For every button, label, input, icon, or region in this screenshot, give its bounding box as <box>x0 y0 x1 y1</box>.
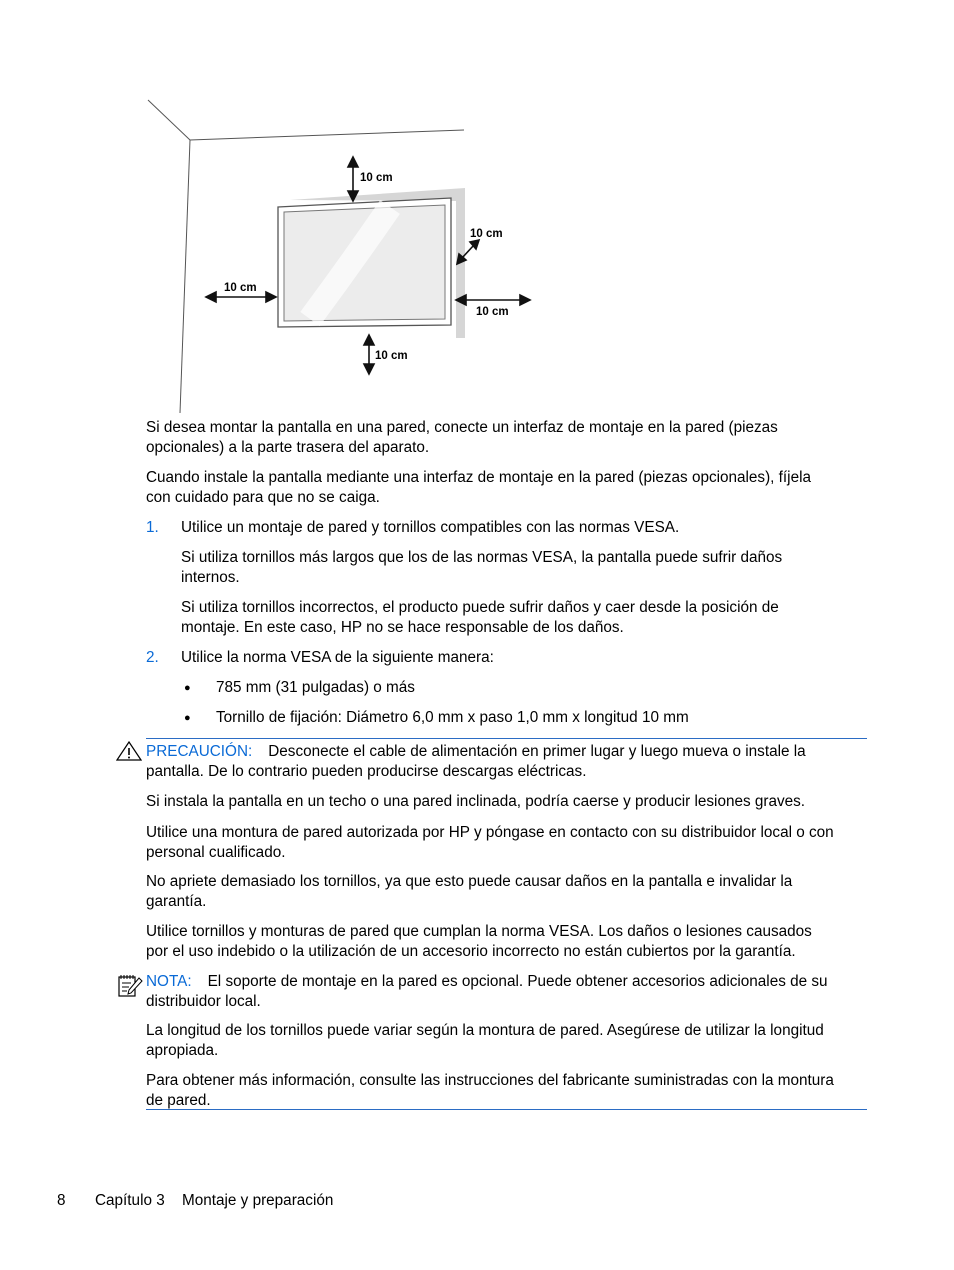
intro-paragraph-1 <box>146 418 870 457</box>
note-p2-line1: La longitud de los tornillos puede variar según la montura de pared. Asegúrese de utilizar la longitud <box>146 1022 824 1039</box>
footer-chapter: Capítulo 3 <box>95 1192 165 1209</box>
bullet-icon: ● <box>184 682 191 694</box>
step-1-sub2-line1: Si utiliza tornillos incorrectos, el producto puede sufrir daños y caer desde la posición de <box>181 599 779 616</box>
note-paragraph-2 <box>146 1021 870 1060</box>
step-1-sub1-line1: Si utiliza tornillos más largos que los de las normas VESA, la pantalla puede sufrir daños <box>181 549 783 566</box>
note-bottom-rule <box>146 1109 867 1110</box>
step-1-text: Utilice un montaje de pared y tornillos compatibles con las normas VESA. <box>181 519 680 536</box>
caution-line1-text: Desconecte el cable de alimentación en primer lugar y luego mueva o instale la <box>268 743 806 760</box>
note-line-1 <box>146 972 870 992</box>
caution-p4-line1: No apriete demasiado los tornillos, ya que esto puede causar daños en la pantalla e invalidar la <box>146 873 793 890</box>
wall-mount-diagram <box>140 95 540 415</box>
note-pencil-icon <box>117 972 143 998</box>
step-1-number: 1. <box>146 519 159 536</box>
step-1-sub2-line2: montaje. En este caso, HP no se hace responsable de los daños. <box>181 618 624 636</box>
footer-chapter-title: Montaje y preparación <box>182 1192 334 1209</box>
note-line-2: distribuidor local. <box>146 992 261 1010</box>
note-line1-text: El soporte de montaje en la pared es opcional. Puede obtener accesorios adicionales de su <box>207 973 828 990</box>
caution-p4-line2: garantía. <box>146 892 207 910</box>
caution-p3-line2: personal cualificado. <box>146 843 286 861</box>
bullet-item-2: Tornillo de fijación: Diámetro 6,0 mm x paso 1,0 mm x longitud 10 mm <box>216 709 689 726</box>
caution-p5-line1: Utilice tornillos y monturas de pared que cumplan la norma VESA. Los daños o lesiones causados <box>146 923 812 940</box>
dim-label-right: 10 cm <box>476 306 509 318</box>
note-p3-line1: Para obtener más información, consulte las instrucciones del fabricante suministradas con la montura <box>146 1072 834 1089</box>
bullet-icon: ● <box>184 712 191 724</box>
note-p2-line2: apropiada. <box>146 1041 219 1059</box>
caution-paragraph-3 <box>146 823 870 862</box>
page-number: 8 <box>57 1192 66 1209</box>
intro-p2-line2: con cuidado para que no se caiga. <box>146 488 380 506</box>
note-paragraph-1 <box>146 972 870 1011</box>
bullet-item-1: 785 mm (31 pulgadas) o más <box>216 679 415 696</box>
dim-label-bottom: 10 cm <box>375 350 408 362</box>
intro-p1-line1: Si desea montar la pantalla en una pared, conecte un interfaz de montaje en la pared (piezas <box>146 419 778 436</box>
step-2-text: Utilice la norma VESA de la siguiente manera: <box>181 649 494 666</box>
caution-paragraph-5 <box>146 922 870 961</box>
caution-line-1 <box>146 742 870 762</box>
step-1-sub-paragraph-1 <box>181 548 871 587</box>
monitor <box>278 198 451 327</box>
caution-paragraph-2: Si instala la pantalla en un techo o una pared inclinada, podría caerse y producir lesiones graves. <box>146 793 806 810</box>
dim-label-top: 10 cm <box>360 172 393 184</box>
step-1-sub1-line2: internos. <box>181 568 240 586</box>
intro-paragraph-2 <box>146 468 870 507</box>
note-label: NOTA: <box>146 973 192 990</box>
caution-paragraph-1 <box>146 742 870 781</box>
caution-label: PRECAUCIÓN: <box>146 743 253 760</box>
note-paragraph-3 <box>146 1071 870 1110</box>
dim-label-right-diagonal: 10 cm <box>470 228 503 240</box>
note-p3-line2: de pared. <box>146 1091 211 1109</box>
dim-label-left: 10 cm <box>224 282 257 294</box>
intro-p1-line2: opcionales) a la parte trasera del aparato. <box>146 438 430 456</box>
step-1-sub-paragraph-2 <box>181 598 871 637</box>
step-2-number: 2. <box>146 649 159 666</box>
caution-p5-line2: por el uso indebido o la utilización de un accesorio incorrecto no están cubiertos por la garantía. <box>146 942 796 960</box>
caution-p3-line1: Utilice una montura de pared autorizada por HP y póngase en contacto con su distribuidor local o con <box>146 824 834 841</box>
intro-p2-line1: Cuando instale la pantalla mediante una interfaz de montaje en la pared (piezas opcionales), fíjela <box>146 469 811 486</box>
caution-top-rule <box>146 738 867 739</box>
caution-line-2: pantalla. De lo contrario pueden producirse descargas eléctricas. <box>146 762 587 780</box>
warning-triangle-icon <box>116 741 142 761</box>
caution-paragraph-4 <box>146 872 870 911</box>
